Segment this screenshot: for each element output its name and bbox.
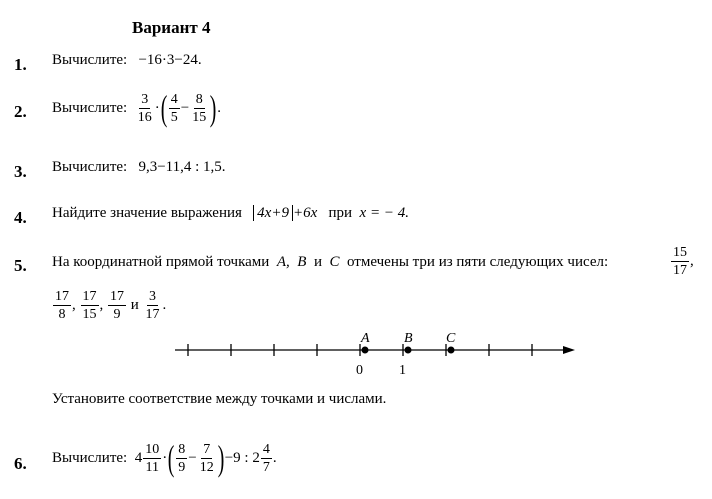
problem-6-middle: −9 : 2: [224, 449, 260, 466]
problem-2-number: 2.: [14, 102, 27, 121]
axis-point-b: B: [404, 331, 413, 346]
problem-3-number: 3.: [14, 162, 27, 181]
problem-4-rest: +6x: [292, 205, 318, 221]
problem-1-expression: −16·3−24.: [138, 52, 202, 68]
problem-4-condition: x = − 4.: [359, 205, 409, 221]
problem-4-abs-expression: 4x+9: [253, 205, 293, 221]
fraction-17-8: $\frac{17}{8}$: [55, 289, 69, 322]
problem-2-text: Вычислите: $\frac{3}{16}$ · ( $\frac{4}{5}$ − $\frac{8}{15}$ ) .: [52, 88, 221, 128]
problem-3-text: [52, 159, 226, 176]
axis-label-0: 0: [356, 363, 363, 378]
problem-6-fraction-4: $\frac{4}{7}$: [262, 441, 270, 475]
point-c-dot: [448, 347, 455, 354]
problem-4-text: [52, 205, 409, 222]
problem-4-label: Найдите значение выражения: [52, 205, 242, 221]
fraction-17-15: $\frac{17}{15}$: [82, 289, 97, 322]
problem-5-instruction: Установите соответствие между точками и числами.: [52, 391, 387, 407]
point-a-label: A,: [276, 254, 290, 270]
axis-point-c: C: [446, 331, 456, 346]
problem-2-fraction-2: $\frac{4}{5}$: [170, 91, 178, 125]
problem-3-expression: 9,3−11,4 : 1,5.: [138, 159, 226, 175]
axis-label-1: 1: [399, 363, 406, 378]
problem-6-whole: 4: [134, 449, 143, 466]
point-a-dot: [362, 347, 369, 354]
problem-5-fraction-list: $\frac{17}{8}$ , $\frac{17}{15}$ , $\frac{17}{9}$ и $\frac{3}{17}$ .: [55, 289, 167, 322]
problem-5-number: 5.: [14, 256, 27, 275]
problem-1-text: [52, 52, 202, 69]
problem-4-when: при: [328, 205, 353, 221]
point-c-label: C: [329, 254, 340, 270]
problem-5-fraction-1: $\frac{15}{17}$ ,: [673, 245, 694, 278]
problem-2-fraction-3: $\frac{8}{15}$: [192, 91, 207, 125]
page-title: Вариант 4: [132, 18, 211, 37]
problem-2-fraction-1: $\frac{3}{16}$: [137, 91, 152, 125]
problem-3-label: Вычислите:: [52, 159, 128, 175]
problem-4-number: 4.: [14, 208, 27, 227]
problem-1-number: 1.: [14, 55, 27, 74]
problem-5-intro: На координатной прямой точками A, B и C отмечены три из пяти следующих чисел:: [52, 254, 609, 270]
problem-6-label: Вычислите:: [52, 449, 128, 466]
problem-6-fraction-3: $\frac{7}{12}$: [199, 441, 214, 475]
problem-6-number: 6.: [14, 454, 27, 473]
problem-6-fraction-2: $\frac{8}{9}$: [178, 441, 186, 475]
number-line-arrow: [563, 346, 575, 354]
problem-1-label: Вычислите:: [52, 52, 128, 68]
point-b-dot: [405, 347, 412, 354]
fraction-3-17: $\frac{3}{17}$: [145, 289, 160, 322]
problem-6-text: Вычислите: 4 $\frac{10}{11}$ · ( $\frac{8}{9}$ − $\frac{7}{12}$ ) −9 : 2 $\frac{4}{7}$ .: [52, 438, 277, 478]
problem-6-fraction-1: $\frac{10}{11}$: [145, 441, 160, 475]
point-b-label: B: [297, 254, 307, 270]
fraction-17-9: $\frac{17}{9}$: [110, 289, 124, 322]
axis-point-a: A: [361, 331, 370, 346]
number-line: [170, 328, 580, 378]
problem-2-label: Вычислите:: [52, 99, 128, 116]
